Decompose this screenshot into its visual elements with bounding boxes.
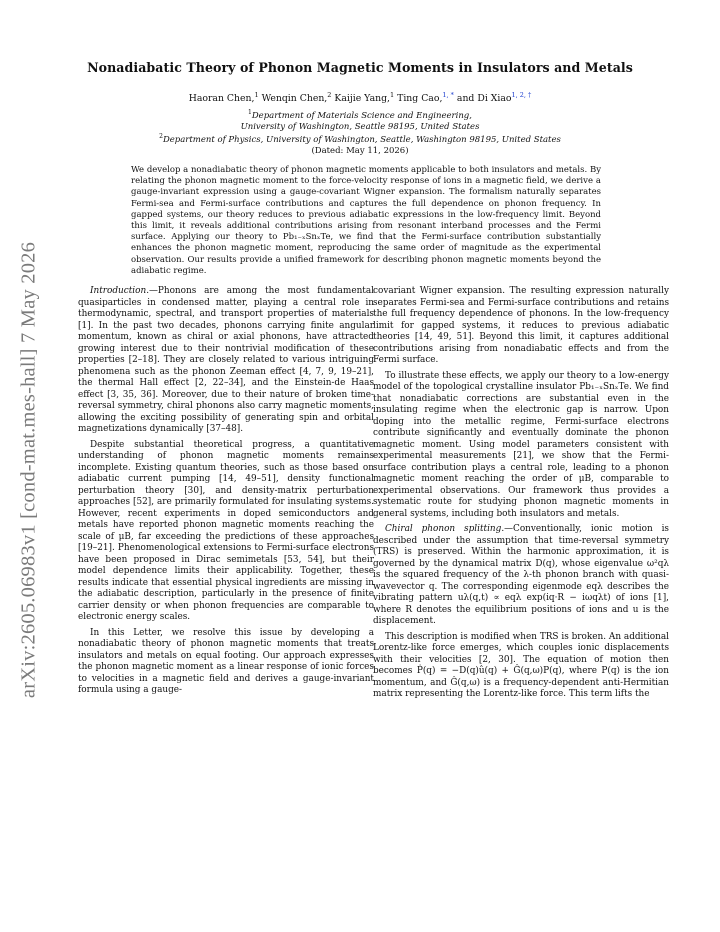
author: Wenqin Chen,	[261, 93, 328, 105]
date-line: (Dated: May 11, 2026)	[311, 146, 409, 156]
left-column	[78, 286, 374, 701]
author-list	[60, 91, 660, 104]
paragraph	[78, 286, 374, 436]
paragraph-text: —Conventionally, ionic motion is described under the assumption that time-reversal symmetry (TRS) is preserved. Within the harmonic approximation, it is governed by the dynamical matrix D(q), whose eigenvalue ω²qλ is the squared frequency of the λ-th phonon branch with quasi-wavevector q. The corresponding eigenmode eqλ describes the vibrating pattern uλ(q,t) ∝ eqλ exp(iq·R − iωqλt) of ions [1], where R denotes the equilibrium positions of ions and u is the displacement.	[373, 524, 669, 626]
affiliation-2	[60, 131, 660, 146]
author-conjunction: and	[456, 93, 475, 105]
paper-title: Nonadiabatic Theory of Phonon Magnetic Moments in Insulators and Metals	[87, 60, 633, 75]
author: Di Xiao	[477, 93, 512, 105]
author: Kaijie Yang,	[334, 93, 391, 105]
author-sup: 1	[390, 91, 395, 99]
section-lead: Chiral phonon splitting.	[385, 524, 505, 534]
affiliation-line: Department of Materials Science and Engineering,	[251, 110, 472, 121]
arxiv-identifier: arXiv:2605.06983v1 [cond-mat.mes-hall] 7 May 2026	[17, 241, 40, 699]
right-column	[373, 286, 669, 705]
author-sup-link[interactable]: 1, 2, †	[511, 91, 532, 99]
author-sup-link[interactable]: 1, *	[442, 91, 454, 99]
author-sup: 1	[254, 91, 259, 99]
affiliation-line: Department of Physics, University of Washington, Seattle, Washington 98195, United States	[162, 134, 561, 145]
paragraph: Despite substantial theoretical progress, a quantitative understanding of phonon magnetic moments remains incomplete. Existing quantum theories, such as those based on adiabatic current pumping [14, 49–51], density functional perturbation theory [30], and density-matrix perturbation approaches [52], are primarily formulated for insulating systems. However, recent experiments in doped semiconductors and metals have reported phonon magnetic moments reaching the scale of μB, far exceeding the predictions of these approaches [19–21]. Phenomenological extensions to Fermi-surface electrons have been proposed in Dirac semimetals [53, 54], but their model dependence limits their applicability. Together, these results indicate that essential physical ingredients are missing in the adiabatic description, particularly in the presence of finite carrier density or when phonon frequencies are comparable to electronic energy scales.	[78, 439, 374, 622]
paragraph: covariant Wigner expansion. The resulting expression naturally separates Fermi-sea and Fermi-surface contributions and retains the full frequency dependence of phonons. In the low-frequency limit for gapped systems, it reduces to previous adiabatic theories [14, 49, 51]. Beyond this limit, it captures additional contributions arising from nonadiabatic effects and from the Fermi surface.	[373, 286, 669, 365]
section-lead: Introduction.	[90, 286, 150, 296]
affiliation-sup: 1	[248, 109, 252, 116]
paragraph: In this Letter, we resolve this issue by developing a nonadiabatic theory of phonon magnetic moments that treats insulators and metals on equal footing. Our approach expresses the phonon magnetic moment as a linear response of ionic forces to velocities in a magnetic field and derives a gauge-invariant formula using a gauge-	[78, 627, 374, 695]
affiliation-1	[60, 107, 660, 133]
affiliation-line: University of Washington, Seattle 98195, United States	[240, 121, 480, 132]
author: Haoran Chen,	[188, 93, 255, 105]
author: Ting Cao,	[397, 93, 443, 105]
paragraph-text: —Phonons are among the most fundamental quasiparticles in condensed matter, playing a central role in thermodynamic, spectral, and transport properties of materials [1]. In the past two decades, phonons carrying finite angular momentum, known as chiral or axial phonons, have attracted growing interest due to their nontrivial modification of these properties [2–18]. They are closely related to various intriguing phenomena such as the phonon Zeeman effect [4, 7, 9, 19–21], the thermal Hall effect [2, 22–34], and the Einstein-de Haas effect [3, 35, 36]. Moreover, due to their nature of broken time-reversal symmetry, chiral phonons also carry magnetic moments, allowing the exciting possibility of generating spin and orbital magnetizations dynamically [37–48].	[78, 286, 374, 434]
abstract: We develop a nonadiabatic theory of phonon magnetic moments applicable to both insulators and metals. By relating the phonon magnetic moment to the force-velocity response of ions in a magnetic field, we derive a gauge-invariant expression using a gauge-covariant Wigner expansion. The formalism naturally separates Fermi-sea and Fermi-surface contributions and captures the full dependence on phonon frequency. In gapped systems, our theory reduces to previous adiabatic expressions in the low-frequency limit. Beyond this limit, it reveals additional contributions arising from resonant interband processes and the Fermi surface. Applying our theory to Pb₁₋ₓSnₓTe, we find that the Fermi-surface contribution substantially enhances the phonon magnetic moment, reproducing the same order of magnitude as the experimental observation. Our results provide a unified framework for describing phonon magnetic moments beyond the adiabatic regime.	[131, 165, 601, 276]
paragraph: This description is modified when TRS is broken. An additional Lorentz-like force emerges, which couples ionic displacements with their velocities [2, 30]. The equation of motion then becomes Ṗ(q) = −D(q)û(q) + Ĝ(q,ω)P(q), where P(q) is the ion momentum, and Ĝ(q,ω) is a frequency-dependent anti-Hermitian matrix representing the Lorentz-like force. This term lifts the	[373, 631, 669, 699]
author-sup: 2	[327, 91, 332, 99]
affiliation-sup: 2	[159, 133, 163, 140]
arxiv-sidebar	[12, 160, 46, 780]
paragraph	[373, 524, 669, 628]
paragraph: To illustrate these effects, we apply our theory to a low-energy model of the topological crystalline insulator Pb₁₋ₓSnₓTe. We find that nonadiabatic corrections are substantial even in the insulating regime when the electronic gap is narrow. Upon doping into the metallic regime, Fermi-surface electrons contribute significantly and eventually dominate the phonon magnetic moment. Using model parameters consistent with experimental measurements [21], we show that the Fermi-surface contribution plays a central role, leading to a phonon magnetic moment reaching the order of μB, comparable to experimental observations. Our framework thus provides a systematic route for studying phonon magnetic moments in general systems, including both insulators and metals.	[373, 370, 669, 519]
